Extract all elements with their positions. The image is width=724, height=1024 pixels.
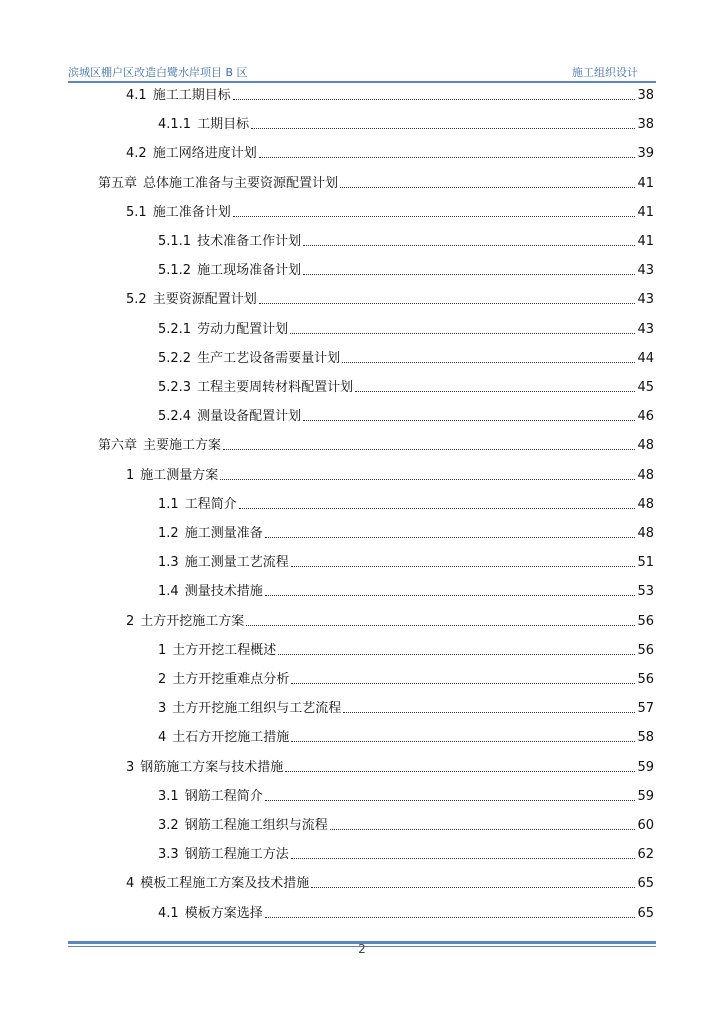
toc-entry[interactable] (158, 259, 654, 279)
toc-entry-page: 38 (637, 117, 654, 133)
toc-entry-number: 2 (126, 613, 135, 629)
toc-entry-page: 48 (637, 496, 654, 512)
toc-dot-leader (285, 771, 635, 772)
toc-dot-leader (291, 741, 635, 742)
toc-dot-leader (251, 128, 635, 129)
toc-entry-title: 施工准备计划 (152, 204, 231, 220)
toc-dot-leader (259, 157, 636, 158)
toc-dot-leader (265, 537, 636, 538)
toc-entry[interactable] (158, 405, 654, 425)
toc-entry[interactable] (126, 84, 654, 104)
toc-entry-page: 56 (637, 613, 654, 629)
toc-entry-title: 施工测量工艺流程 (184, 555, 289, 571)
toc-dot-leader (265, 917, 636, 918)
toc-entry-page: 39 (637, 146, 654, 162)
toc-entry-number: 1.1 (158, 496, 179, 512)
toc-entry[interactable] (158, 668, 654, 688)
toc-entry[interactable] (158, 318, 654, 338)
toc-entry-page: 58 (637, 730, 654, 746)
toc-dot-leader (303, 274, 635, 275)
toc-entry[interactable] (158, 522, 654, 542)
toc-entry-page: 65 (637, 876, 654, 892)
toc-entry-title: 施工网络进度计划 (152, 146, 257, 162)
toc-entry-page: 62 (637, 847, 654, 863)
toc-entry-title: 劳动力配置计划 (197, 321, 289, 337)
toc-entry[interactable] (158, 580, 654, 600)
toc-dot-leader (265, 800, 636, 801)
toc-entry-number: 5.1.2 (158, 263, 192, 279)
toc-entry-title: 技术准备工作计划 (197, 234, 302, 249)
toc-entry-number: 4.2 (126, 146, 147, 162)
toc-dot-leader (259, 303, 636, 304)
toc-entry-number: 3 (126, 759, 135, 775)
toc-entry-number: 4.1.1 (158, 117, 192, 133)
toc-entry[interactable] (126, 142, 654, 162)
toc-entry-number: 1.4 (158, 584, 179, 600)
toc-entry[interactable] (158, 493, 654, 513)
toc-entry-page: 43 (637, 263, 654, 279)
toc-entry-page: 45 (637, 380, 654, 395)
toc-dot-leader (330, 829, 636, 830)
toc-entry-title: 主要资源配置计划 (152, 292, 257, 308)
toc-entry-page: 48 (637, 526, 654, 541)
toc-entry-page: 56 (637, 642, 654, 658)
toc-entry-title: 钢筋施工方案与技术措施 (140, 759, 284, 775)
toc-dot-leader (291, 683, 635, 684)
toc-entry-number: 1 (126, 467, 135, 483)
toc-entry-title: 施工现场准备计划 (197, 263, 302, 279)
toc-dot-leader (220, 479, 635, 480)
toc-entry-page: 53 (637, 584, 654, 600)
toc-entry-title: 土方开挖重难点分析 (172, 672, 290, 687)
toc-entry-number: 3 (158, 701, 167, 717)
toc-entry[interactable] (158, 347, 654, 367)
toc-entry-page: 57 (637, 701, 654, 717)
toc-entry-title: 土方开挖施工组织与工艺流程 (172, 701, 342, 717)
toc-entry[interactable] (158, 785, 654, 805)
toc-entry-page: 51 (637, 555, 654, 571)
toc-entry-number: 5.1.1 (158, 234, 192, 249)
toc-entry-page: 56 (637, 672, 654, 687)
toc-dot-leader (246, 625, 635, 626)
toc-dot-leader (265, 595, 636, 596)
toc-entry-title: 总体施工准备与主要资源配置计划 (143, 175, 339, 191)
toc-entry-title: 生产工艺设备需要量计划 (197, 350, 341, 366)
toc-entry-number: 1.2 (158, 526, 179, 541)
toc-entry-number: 5.2.1 (158, 321, 192, 337)
toc-entry[interactable] (158, 230, 654, 250)
toc-entry-number: 第五章 (98, 175, 138, 191)
page-number: 2 (358, 942, 366, 956)
toc-entry-title: 土方开挖工程概述 (172, 642, 277, 658)
toc-entry-title: 主要施工方案 (143, 438, 222, 454)
toc-entry[interactable] (158, 814, 654, 834)
toc-dot-leader (233, 99, 636, 100)
toc-dot-leader (291, 566, 636, 567)
toc-entry-title: 施工测量方案 (140, 467, 219, 483)
toc-entry[interactable] (98, 434, 654, 454)
toc-entry-page: 43 (637, 292, 654, 308)
header-rule (68, 81, 656, 83)
toc-entry-number: 第六章 (98, 438, 138, 454)
toc-entry-title: 钢筋工程施工方法 (184, 847, 289, 863)
toc-entry-number: 5.2.2 (158, 350, 192, 366)
toc-entry-page: 41 (637, 234, 654, 249)
toc-entry-title: 模板方案选择 (184, 905, 263, 921)
toc-dot-leader (355, 391, 635, 392)
toc-entry-number: 5.2.3 (158, 380, 192, 395)
toc-dot-leader (291, 858, 636, 859)
toc-entry-page: 48 (637, 438, 654, 454)
toc-entry-title: 土石方开挖施工措施 (172, 730, 290, 746)
toc-entry[interactable] (158, 843, 654, 863)
toc-entry[interactable] (126, 201, 654, 221)
toc-dot-leader (223, 449, 635, 450)
toc-entry-title: 工程主要周转材料配置计划 (197, 380, 354, 395)
toc-dot-leader (278, 654, 635, 655)
toc-entry[interactable] (158, 726, 654, 746)
toc-dot-leader (290, 333, 635, 334)
header-project-title: 滨城区棚户区改造白鹭水岸项目 B 区 (68, 66, 248, 79)
toc-entry-number: 5.2.4 (158, 409, 192, 425)
toc-entry-number: 5.1 (126, 204, 147, 220)
toc-entry-page: 41 (637, 204, 654, 220)
toc-entry-title: 工期目标 (197, 117, 250, 133)
toc-dot-leader (343, 712, 635, 713)
toc-dot-leader (342, 362, 635, 363)
toc-entry-page: 59 (637, 788, 654, 804)
toc-entry[interactable] (158, 551, 654, 571)
toc-entry-title: 测量技术措施 (184, 584, 263, 600)
toc-dot-leader (340, 187, 635, 188)
toc-entry-title: 钢筋工程简介 (184, 788, 263, 804)
running-header (68, 64, 656, 82)
toc-entry-number: 4 (158, 730, 167, 746)
toc-dot-leader (303, 245, 635, 246)
toc-entry[interactable] (126, 872, 654, 892)
toc-entry-number: 4.1 (126, 88, 147, 103)
toc-entry-number: 4.1 (158, 905, 179, 921)
toc-entry-title: 施工测量准备 (184, 526, 263, 541)
toc-entry-number: 3.1 (158, 788, 179, 804)
toc-entry[interactable] (158, 639, 654, 659)
toc-dot-leader (303, 420, 635, 421)
toc-entry-page: 60 (637, 818, 654, 833)
toc-entry[interactable] (126, 756, 654, 776)
toc-entry[interactable] (98, 172, 654, 192)
toc-entry-number: 1 (158, 642, 167, 658)
toc-entry[interactable] (126, 464, 654, 484)
toc-entry-page: 46 (637, 409, 654, 425)
toc-entry-title: 钢筋工程施工组织与流程 (184, 818, 328, 833)
toc-entry-number: 3.3 (158, 847, 179, 863)
toc-entry-title: 工程简介 (184, 496, 237, 512)
toc-entry-title: 测量设备配置计划 (197, 409, 302, 425)
toc-entry[interactable] (158, 113, 654, 133)
toc-entry-title: 施工工期目标 (152, 88, 231, 103)
toc-entry-page: 43 (637, 321, 654, 337)
toc-entry[interactable] (158, 376, 654, 396)
toc-entry-number: 5.2 (126, 292, 147, 308)
toc-entry[interactable] (126, 288, 654, 308)
toc-entry-title: 模板工程施工方案及技术措施 (140, 876, 310, 892)
header-document-title: 施工组织设计 (572, 66, 638, 79)
toc-entry-page: 38 (637, 88, 654, 103)
toc-dot-leader (239, 508, 636, 509)
toc-dot-leader (233, 216, 636, 217)
toc-entry-number: 4 (126, 876, 135, 892)
toc-entry-number: 1.3 (158, 555, 179, 571)
toc-entry[interactable] (158, 697, 654, 717)
toc-entry-page: 44 (637, 350, 654, 366)
toc-dot-leader (311, 887, 635, 888)
toc-entry-number: 2 (158, 672, 167, 687)
toc-entry-page: 48 (637, 467, 654, 483)
toc-entry-page: 41 (637, 175, 654, 191)
toc-entry-page: 59 (637, 759, 654, 775)
toc-entry-number: 3.2 (158, 818, 179, 833)
toc-entry[interactable] (158, 902, 654, 922)
toc-entry[interactable] (126, 610, 654, 630)
toc-entry-title: 土方开挖施工方案 (140, 613, 245, 629)
toc-entry-page: 65 (637, 905, 654, 921)
